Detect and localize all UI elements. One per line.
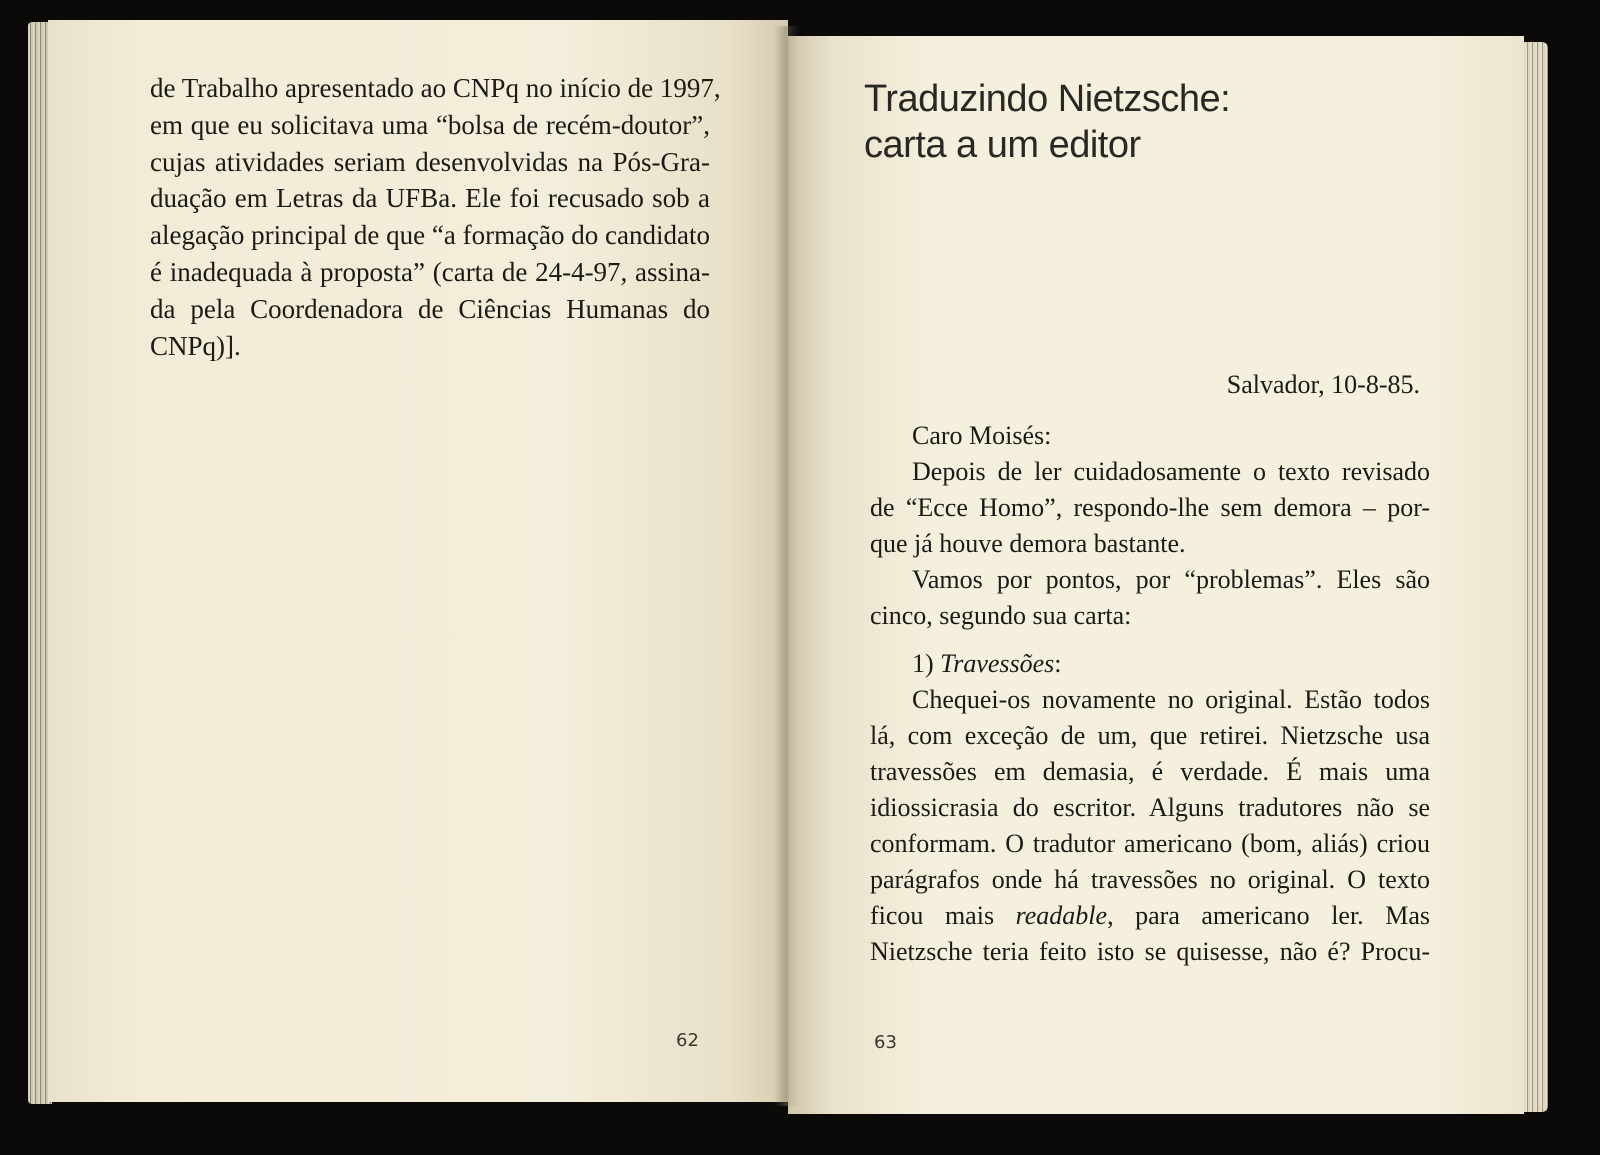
text-line: alegação principal de que “a formação do candidato [150,220,710,251]
title-line: carta a um editor [864,124,1141,166]
book-gutter [774,26,800,1106]
text-line: em que eu solicitava uma “bolsa de recém-doutor”, [150,109,710,140]
text-line: de Trabalho apresentado ao CNPq no início de 1997, [150,73,721,103]
page-number-right: 63 [874,1032,897,1053]
text-line: é inadequada à proposta” (carta de 24-4-97, assina- [150,256,710,287]
text-line: Vamos por pontos, por “problemas”. Eles são [912,565,1430,594]
text-line: Chequei-os novamente no original. Estão todos [912,685,1430,714]
text-line: parágrafos onde há travessões no original. O texto [870,865,1430,894]
text-line: de “Ecce Homo”, respondo-lhe sem demora – por- [870,493,1430,522]
letter-body [870,418,1430,970]
italic-word: readable [1015,901,1108,930]
text-line: CNPq)]. [150,330,241,361]
text-line: duação em Letras da UFBa. Ele foi recusado sob a [150,183,710,214]
text-segment: , para americano ler. Mas [1107,901,1430,930]
text-line: da pela Coordenadora de Ciências Humanas do [150,293,710,324]
text-line: idiossicrasia do escritor. Alguns tradutores não se [870,793,1430,822]
text-line: conformam. O tradutor americano (bom, aliás) criou [870,829,1430,858]
text-line: lá, com exceção de um, que retirei. Nietzsche usa [870,721,1430,750]
text-line: Depois de ler cuidadosamente o texto revisado [912,457,1430,486]
title-line: Traduzindo Nietzsche: [864,78,1231,120]
letter-dateline: Salvador, 10-8-85. [1226,370,1420,399]
text-line: travessões em demasia, é verdade. É mais uma [870,757,1430,786]
page-number-left: 62 [676,1030,699,1051]
text-line: cinco, segundo sua carta: [870,601,1132,630]
text-line: Nietzsche teria feito isto se quisesse, não é? Procu- [870,937,1430,966]
chapter-title [864,76,1230,168]
text-line: que já houve demora bastante. [870,529,1186,558]
text-segment: ficou mais [870,901,1016,930]
text-line: cujas atividades seriam desenvolvidas na Pós-Gra- [150,146,710,177]
text-line [870,898,1430,934]
letter-salutation: Caro Moisés: [912,421,1052,450]
item-label: Travessões [940,649,1055,678]
item-number: 1) [912,649,934,678]
item-colon: : [1054,649,1062,678]
right-page-stack [1520,42,1548,1112]
left-page-text [150,70,721,364]
list-item-heading [870,646,1430,682]
